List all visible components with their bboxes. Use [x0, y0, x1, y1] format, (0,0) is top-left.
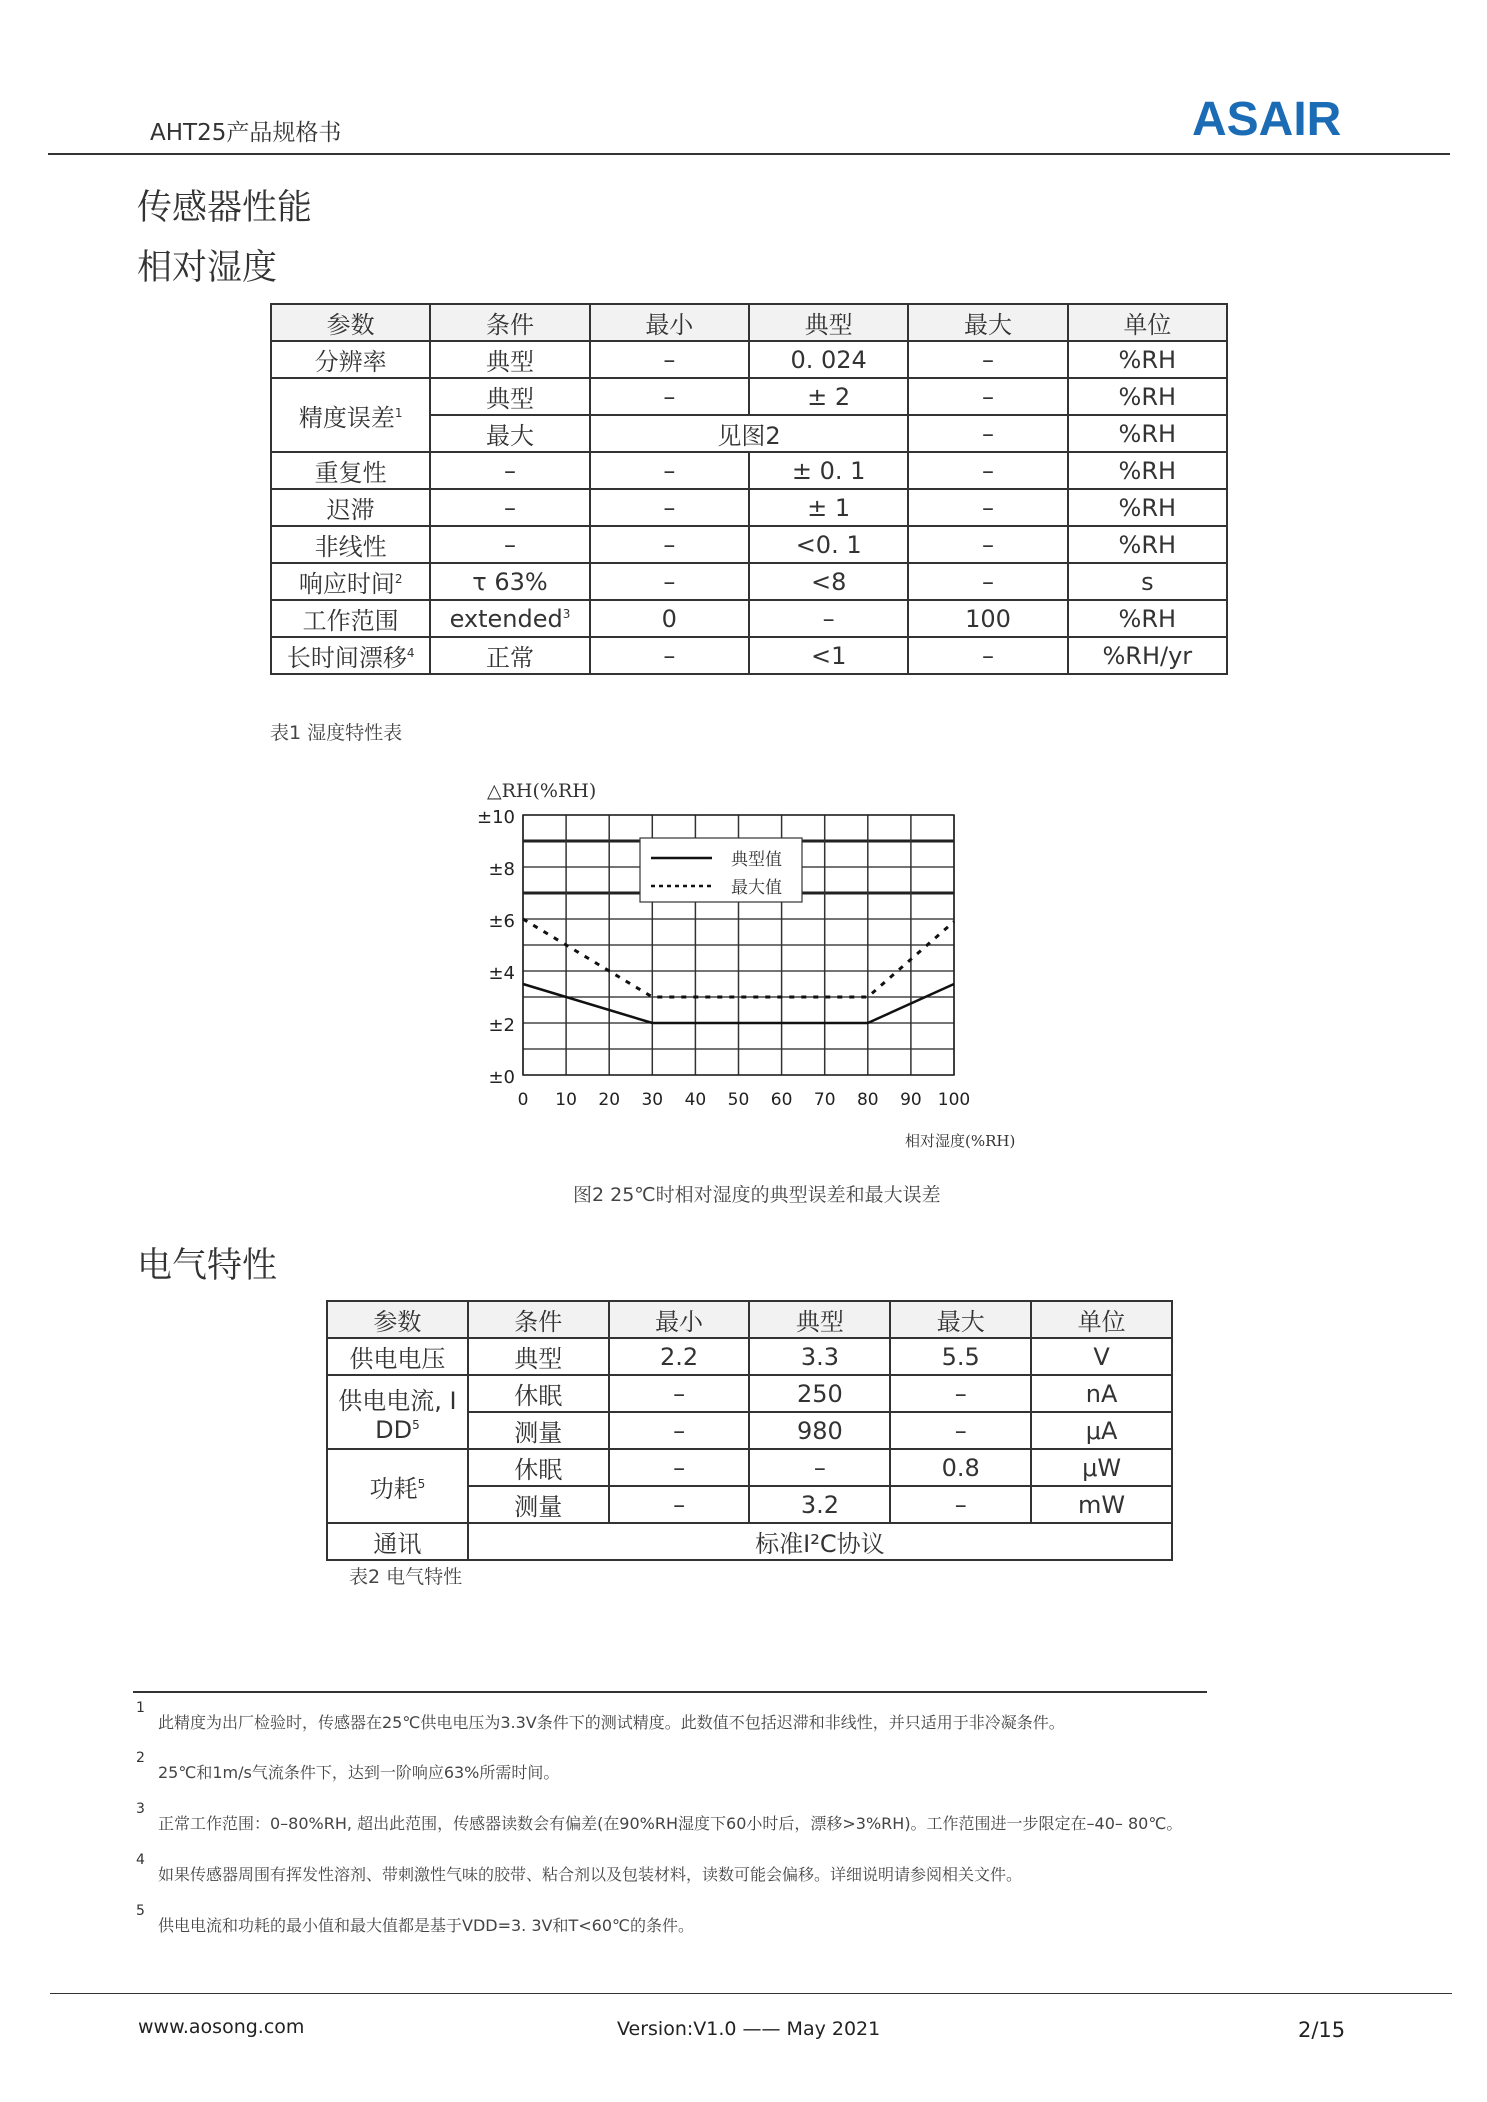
footnote-text: 正常工作范围：0–80%RH, 超出此范围，传感器读数会有偏差(在90%RH湿度下60小时后，漂移>3%RH)。工作范围进一步限定在–40– 80℃。	[158, 1814, 1183, 1833]
cell-text: 工作范围	[302, 607, 399, 635]
cell-text: 最大	[936, 1308, 985, 1336]
cell-text: 响应时间	[298, 570, 395, 598]
cell-text: 休眠	[514, 1382, 563, 1410]
footer-website[interactable]: www.aosong.com	[138, 2016, 305, 2038]
cell-text: –	[822, 604, 835, 633]
electrical-spec-table	[326, 1300, 1173, 1561]
footnote-number: 4	[136, 1852, 145, 1868]
table2-caption: 表2 电气特性	[349, 1566, 463, 1588]
cell-text: –	[663, 641, 676, 670]
y-tick-label: ±0	[488, 1067, 515, 1088]
cell-text: %RH	[1118, 493, 1177, 522]
cell-text: –	[981, 493, 994, 522]
cell-text: <1	[810, 641, 847, 670]
cell-text: 典型	[514, 1345, 563, 1373]
x-tick-label: 80	[856, 1090, 879, 1110]
x-tick-label: 0	[517, 1090, 529, 1110]
table-cell	[749, 1375, 890, 1412]
x-tick-label: 60	[770, 1090, 793, 1110]
footer-page-number: 2/15	[1298, 2018, 1346, 2042]
column-header	[890, 1301, 1031, 1338]
footnote-text: 如果传感器周围有挥发性溶剂、带刺激性气味的胶带、粘合剂以及包装材料，读数可能会偏移。详细说明请参阅相关文件。	[158, 1865, 1023, 1884]
x-tick-label: 30	[641, 1090, 664, 1110]
cell-text: 典型	[804, 311, 853, 339]
cell-text: 重复性	[314, 459, 387, 487]
cell-text: mW	[1078, 1490, 1126, 1519]
cell-text: 见图2	[717, 422, 781, 450]
cell-text: 参数	[326, 311, 375, 339]
cell-text: nA	[1085, 1379, 1118, 1408]
cell-text: 0. 024	[790, 345, 867, 374]
table-cell	[1031, 1375, 1172, 1412]
cell-text: –	[981, 530, 994, 559]
table-cell	[890, 1486, 1031, 1523]
cell-text: 条件	[485, 311, 534, 339]
param-cell	[327, 1523, 468, 1560]
table-cell	[468, 1486, 609, 1523]
cell-text: %RH	[1118, 456, 1177, 485]
cell-text: %RH	[1118, 419, 1177, 448]
cell-text: –	[503, 530, 516, 559]
table-row	[327, 1449, 1172, 1486]
cell-text: μW	[1082, 1453, 1122, 1482]
x-tick-label: 100	[937, 1090, 971, 1110]
footnote-ref: 3	[562, 606, 571, 621]
section-subtitle-humidity: 相对湿度	[137, 248, 278, 288]
footnote-divider	[133, 1691, 1207, 1693]
cell-text: 供电电压	[349, 1345, 446, 1373]
table-cell	[609, 1338, 750, 1375]
cell-text: 非线性	[314, 533, 387, 561]
footer-divider	[50, 1993, 1452, 1994]
cell-text: 功耗	[369, 1474, 418, 1503]
footnote-number: 1	[136, 1700, 145, 1716]
table-cell	[1031, 1449, 1172, 1486]
table-cell	[1031, 1486, 1172, 1523]
cell-text: 2.2	[659, 1342, 699, 1371]
cell-text: τ 63%	[472, 567, 548, 596]
table-cell	[890, 1338, 1031, 1375]
column-header	[1031, 1301, 1172, 1338]
cell-text: 最大	[963, 311, 1012, 339]
table-row	[327, 1338, 1172, 1375]
cell-text: –	[981, 419, 994, 448]
y-tick-label: ±4	[488, 963, 515, 984]
table-cell	[749, 1486, 890, 1523]
footnote-text: 供电电流和功耗的最小值和最大值都是基于VDD=3. 3V和T<60℃的条件。	[158, 1916, 694, 1935]
cell-text: s	[1141, 567, 1154, 596]
y-tick-label: ±2	[488, 1015, 515, 1036]
param-cell	[327, 1338, 468, 1375]
cell-text: 单位	[1123, 311, 1172, 339]
cell-text: –	[981, 345, 994, 374]
cell-text: –	[673, 1490, 686, 1519]
cell-text: 单位	[1077, 1308, 1126, 1336]
table-cell	[1031, 1412, 1172, 1449]
table-cell	[749, 1449, 890, 1486]
cell-text: ± 1	[807, 493, 851, 522]
chart-x-axis-label: 相对湿度(%RH)	[905, 1132, 1016, 1150]
x-tick-label: 20	[598, 1090, 621, 1110]
cell-text: 正常	[485, 644, 534, 672]
cell-text: –	[663, 530, 676, 559]
x-tick-label: 50	[727, 1090, 750, 1110]
cell-text: –	[981, 567, 994, 596]
footnote-number: 2	[136, 1750, 145, 1766]
cell-text: 迟滞	[326, 496, 375, 524]
cell-text: –	[954, 1379, 967, 1408]
x-tick-label: 10	[555, 1090, 577, 1110]
cell-text: –	[663, 382, 676, 411]
table-cell	[609, 1486, 750, 1523]
table-cell	[468, 1523, 1172, 1560]
x-tick-label: 70	[813, 1090, 836, 1110]
footer-version: Version:V1.0 —— May 2021	[617, 2018, 881, 2040]
cell-text: 休眠	[514, 1456, 563, 1484]
cell-text: 标准I²C协议	[755, 1530, 885, 1558]
table-cell	[468, 1338, 609, 1375]
cell-text: 长时间漂移	[286, 644, 407, 672]
cell-text: 0	[661, 604, 677, 633]
cell-text: 250	[796, 1379, 843, 1408]
cell-text: 分辨率	[314, 348, 387, 376]
cell-text: –	[981, 382, 994, 411]
table-cell	[468, 1412, 609, 1449]
table-row	[327, 1523, 1172, 1560]
cell-text: –	[663, 493, 676, 522]
cell-text: 参数	[373, 1308, 422, 1336]
footnote-ref: 4	[406, 646, 415, 660]
table-cell	[468, 1375, 609, 1412]
legend-label: 最大值	[731, 878, 782, 898]
cell-text: %RH	[1118, 345, 1177, 374]
cell-text: –	[673, 1379, 686, 1408]
table-cell	[609, 1449, 750, 1486]
cell-text: 典型	[795, 1308, 844, 1336]
cell-text: 5.5	[941, 1342, 980, 1371]
cell-text: μA	[1085, 1416, 1118, 1445]
cell-text: <8	[810, 567, 847, 596]
asair-logo: ASAIR	[1192, 93, 1342, 146]
cell-text: –	[663, 567, 676, 596]
column-header	[749, 1301, 890, 1338]
cell-text: –	[663, 345, 676, 374]
table1-caption: 表1 湿度特性表	[270, 722, 403, 744]
footnote-ref: 2	[394, 572, 403, 586]
cell-text: 通讯	[373, 1530, 422, 1558]
cell-text: –	[954, 1416, 967, 1445]
cell-text: 最小	[645, 311, 694, 339]
document-title: AHT25产品规格书	[150, 120, 342, 146]
cell-text: %RH	[1118, 604, 1177, 633]
table-cell	[468, 1449, 609, 1486]
cell-text: %RH/yr	[1102, 641, 1193, 670]
cell-text: 精度误差	[298, 403, 395, 432]
column-header	[609, 1301, 750, 1338]
table-cell	[749, 1412, 890, 1449]
footnote-number: 3	[136, 1801, 145, 1817]
footnote-text: 25℃和1m/s气流条件下，达到一阶响应63%所需时间。	[158, 1763, 560, 1782]
cell-text: –	[663, 456, 676, 485]
table-cell	[609, 1375, 750, 1412]
cell-text: %RH	[1118, 382, 1177, 411]
cell-text: –	[981, 456, 994, 485]
footnote-ref: 5	[417, 1476, 426, 1491]
cell-text: 0.8	[941, 1453, 980, 1482]
cell-text: –	[673, 1416, 686, 1445]
cell-text: 100	[965, 604, 1011, 633]
table-cell	[890, 1449, 1031, 1486]
section-title-electrical: 电气特性	[137, 1246, 278, 1286]
cell-text: 测量	[514, 1493, 563, 1521]
figure2-caption: 图2 25℃时相对湿度的典型误差和最大误差	[573, 1184, 941, 1206]
legend-label: 典型值	[731, 850, 782, 870]
cell-text: –	[954, 1490, 967, 1519]
cell-text: ± 2	[807, 382, 851, 411]
cell-text: 最大	[485, 422, 534, 450]
footnote-number: 5	[136, 1903, 145, 1919]
table-cell	[1031, 1338, 1172, 1375]
cell-text: 供电电流, I DD	[338, 1386, 457, 1444]
param-cell	[327, 1449, 468, 1523]
x-tick-label: 40	[684, 1090, 707, 1110]
table-header-row	[327, 1301, 1172, 1338]
cell-text: %RH	[1118, 530, 1177, 559]
table-cell	[609, 1412, 750, 1449]
cell-text: 最小	[655, 1308, 704, 1336]
table-cell	[890, 1375, 1031, 1412]
column-header	[327, 1301, 468, 1338]
footnote-ref: 5	[412, 1417, 420, 1432]
cell-text: 典型	[485, 348, 534, 376]
cell-text: 980	[796, 1416, 843, 1445]
y-tick-label: ±8	[488, 859, 515, 880]
x-tick-label: 90	[900, 1090, 922, 1110]
cell-text: 3.3	[800, 1342, 839, 1371]
cell-text: <0. 1	[795, 530, 862, 559]
section-title-sensor-performance: 传感器性能	[137, 188, 313, 228]
column-header	[468, 1301, 609, 1338]
table-cell	[749, 1338, 890, 1375]
param-cell	[327, 1375, 468, 1449]
cell-text: –	[813, 1453, 826, 1482]
table-cell	[890, 1412, 1031, 1449]
cell-text: extended	[449, 604, 563, 633]
cell-text: –	[503, 456, 516, 485]
cell-text: 条件	[514, 1308, 563, 1336]
cell-text: 3.2	[800, 1490, 839, 1519]
cell-text: –	[981, 641, 994, 670]
cell-text: 测量	[514, 1419, 563, 1447]
footnote-text: 此精度为出厂检验时，传感器在25℃供电电压为3.3V条件下的测试精度。此数值不包括迟滞和非线性，并只适用于非冷凝条件。	[158, 1713, 1065, 1732]
chart-y-axis-label: △RH(%RH)	[487, 780, 597, 802]
cell-text: –	[673, 1453, 686, 1482]
y-tick-label: ±6	[488, 911, 515, 932]
cell-text: 典型	[485, 385, 534, 413]
cell-text: V	[1093, 1342, 1110, 1371]
cell-text: –	[503, 493, 516, 522]
table-row	[327, 1375, 1172, 1412]
y-tick-label: ±10	[477, 807, 515, 828]
footnote-ref: 1	[394, 405, 403, 420]
cell-text: ± 0. 1	[791, 456, 866, 485]
